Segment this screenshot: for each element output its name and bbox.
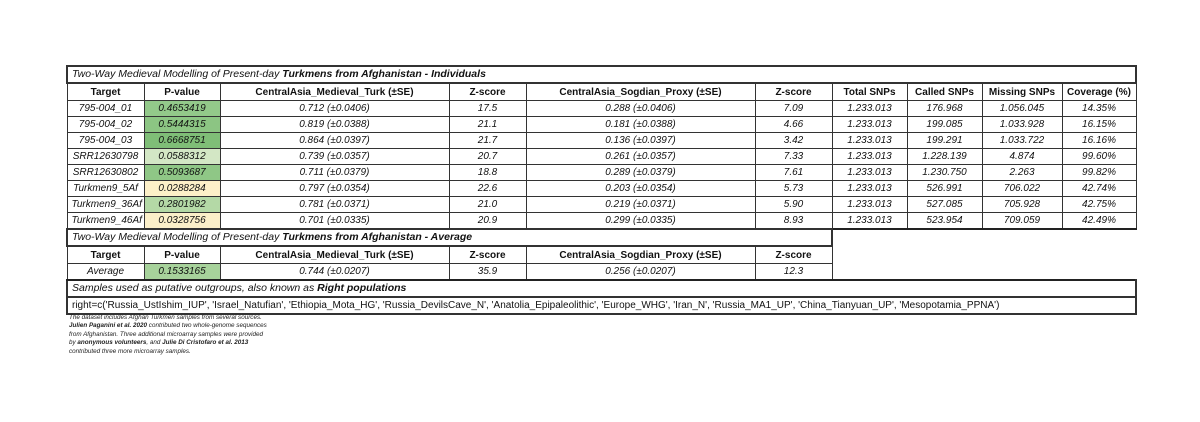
data-cell: 0.864 (±0.0397) [220,133,449,149]
pvalue-cell: 0.1533165 [144,264,220,281]
data-cell: 0.288 (±0.0406) [526,101,755,117]
data-cell: 3.42 [755,133,832,149]
data-cell: 18.8 [449,165,526,181]
data-cell: 22.6 [449,181,526,197]
average-header-row [67,246,1136,264]
pvalue-cell: 0.5093687 [144,165,220,181]
column-header: Z-score [449,246,526,264]
right-pops-value-row [67,297,1136,314]
note-line: The dataset includes Afghan Turkmen samples from several sources. [69,314,262,321]
data-cell: 20.7 [449,149,526,165]
data-cell: 0.203 (±0.0354) [526,181,755,197]
table-row [67,133,1136,149]
data-cell: 35.9 [449,264,526,281]
column-header: Target [67,246,144,264]
data-cell: 21.1 [449,117,526,133]
data-cell: 17.5 [449,101,526,117]
results-panel [66,65,1135,315]
individuals-title: Two-Way Medieval Modelling of Present-day Turkmens from Afghanistan - Individuals [67,66,1136,83]
data-cell: 0.181 (±0.0388) [526,117,755,133]
data-cell: 705.928 [982,197,1062,213]
column-header: P-value [144,83,220,101]
data-cell: 1.233.013 [832,101,907,117]
data-cell: 1.228.139 [907,149,982,165]
target-cell: Turkmen9_5Af [67,181,144,197]
data-cell: 1.033.928 [982,117,1062,133]
data-cell: 1.233.013 [832,149,907,165]
table-row [67,165,1136,181]
data-cell: 176.968 [907,101,982,117]
data-cell: 0.712 (±0.0406) [220,101,449,117]
data-cell: 526.991 [907,181,982,197]
note-line: by anonymous volunteers, and Julie Di Cristofaro et al. 2013 [69,339,249,347]
right-pops-value: right=c('Russia_UstIshim_IUP', 'Israel_Natufian', 'Ethiopia_Mota_HG', 'Russia_DevilsCave_N', 'Anatolia_Epipaleolithic', 'Europe_WHG', 'Iran_N', 'Russia_MA1_UP', 'China_Tianyuan_UP', 'Mesopotamia_PPNA') [67,297,1136,314]
data-cell: 0.739 (±0.0357) [220,149,449,165]
column-header: CentralAsia_Medieval_Turk (±SE) [220,246,449,264]
table-row [67,197,1136,213]
data-cell: 42.49% [1062,213,1136,230]
data-cell: 7.61 [755,165,832,181]
data-cell: 527.085 [907,197,982,213]
data-cell: 199.085 [907,117,982,133]
target-cell: Turkmen9_36Af [67,197,144,213]
table-row [67,213,1136,230]
data-cell: 709.059 [982,213,1062,230]
note-line: Julien Paganini et al. 2020 contributed two whole-genome sequences [69,322,267,330]
table-row [67,117,1136,133]
column-header: Called SNPs [907,83,982,101]
data-cell: 5.90 [755,197,832,213]
footnote [69,314,349,356]
individuals-table [66,65,1137,315]
right-pops-title-row [67,280,1136,297]
data-cell: 0.261 (±0.0357) [526,149,755,165]
column-header: Coverage (%) [1062,83,1136,101]
data-cell: 1.233.013 [832,181,907,197]
data-cell: 20.9 [449,213,526,230]
pvalue-cell: 0.5444315 [144,117,220,133]
pvalue-cell: 0.0588312 [144,149,220,165]
data-cell: 16.16% [1062,133,1136,149]
pvalue-cell: 0.0288284 [144,181,220,197]
data-cell: 16.15% [1062,117,1136,133]
table-row [67,181,1136,197]
data-cell: 0.744 (±0.0207) [220,264,449,281]
table-row [67,149,1136,165]
data-cell: 1.233.013 [832,197,907,213]
data-cell: 199.291 [907,133,982,149]
note-line: from Afghanistan. Three additional microarray samples were provided [69,330,264,338]
data-cell: 42.75% [1062,197,1136,213]
data-cell: 5.73 [755,181,832,197]
data-cell: 7.33 [755,149,832,165]
target-cell: Turkmen9_46Af [67,213,144,230]
data-cell: 1.233.013 [832,213,907,230]
data-cell: 0.819 (±0.0388) [220,117,449,133]
data-cell: 0.797 (±0.0354) [220,181,449,197]
data-cell: 4.874 [982,149,1062,165]
pvalue-cell: 0.4653419 [144,101,220,117]
data-cell: 1.233.013 [832,133,907,149]
column-header: CentralAsia_Sogdian_Proxy (±SE) [526,83,755,101]
column-header: Z-score [755,83,832,101]
target-cell: Average [67,264,144,281]
data-cell: 12.3 [755,264,832,281]
pvalue-cell: 0.6668751 [144,133,220,149]
column-header: CentralAsia_Medieval_Turk (±SE) [220,83,449,101]
data-cell: 4.66 [755,117,832,133]
average-row [67,264,1136,281]
data-cell: 0.299 (±0.0335) [526,213,755,230]
data-cell: 523.954 [907,213,982,230]
column-header: Z-score [755,246,832,264]
target-cell: SRR12630798 [67,149,144,165]
pvalue-cell: 0.2801982 [144,197,220,213]
data-cell: 1.056.045 [982,101,1062,117]
average-title-row [67,229,1136,246]
data-cell: 0.701 (±0.0335) [220,213,449,230]
right-pops-title: Samples used as putative outgroups, also known as Right populations [67,280,1136,297]
individuals-header-row [67,83,1136,101]
data-cell: 706.022 [982,181,1062,197]
target-cell: 795-004_02 [67,117,144,133]
target-cell: 795-004_01 [67,101,144,117]
column-header: CentralAsia_Sogdian_Proxy (±SE) [526,246,755,264]
data-cell: 99.82% [1062,165,1136,181]
data-cell: 21.7 [449,133,526,149]
target-cell: SRR12630802 [67,165,144,181]
data-cell: 7.09 [755,101,832,117]
data-cell: 8.93 [755,213,832,230]
data-cell: 1.233.013 [832,165,907,181]
data-cell: 21.0 [449,197,526,213]
data-cell: 2.263 [982,165,1062,181]
column-header: Target [67,83,144,101]
column-header: Missing SNPs [982,83,1062,101]
target-cell: 795-004_03 [67,133,144,149]
column-header: Z-score [449,83,526,101]
data-cell: 0.219 (±0.0371) [526,197,755,213]
column-header: P-value [144,246,220,264]
data-cell: 14.35% [1062,101,1136,117]
average-title: Two-Way Medieval Modelling of Present-day Turkmens from Afghanistan - Average [67,229,832,246]
data-cell: 0.289 (±0.0379) [526,165,755,181]
data-cell: 1.233.013 [832,117,907,133]
data-cell: 1.230.750 [907,165,982,181]
data-cell: 0.711 (±0.0379) [220,165,449,181]
individuals-title-row [67,66,1136,83]
table-row [67,101,1136,117]
data-cell: 0.136 (±0.0397) [526,133,755,149]
data-cell: 0.781 (±0.0371) [220,197,449,213]
data-cell: 42.74% [1062,181,1136,197]
pvalue-cell: 0.0328756 [144,213,220,230]
data-cell: 0.256 (±0.0207) [526,264,755,281]
note-line: contributed three more microarray samples. [69,347,191,355]
column-header: Total SNPs [832,83,907,101]
data-cell: 99.60% [1062,149,1136,165]
data-cell: 1.033.722 [982,133,1062,149]
